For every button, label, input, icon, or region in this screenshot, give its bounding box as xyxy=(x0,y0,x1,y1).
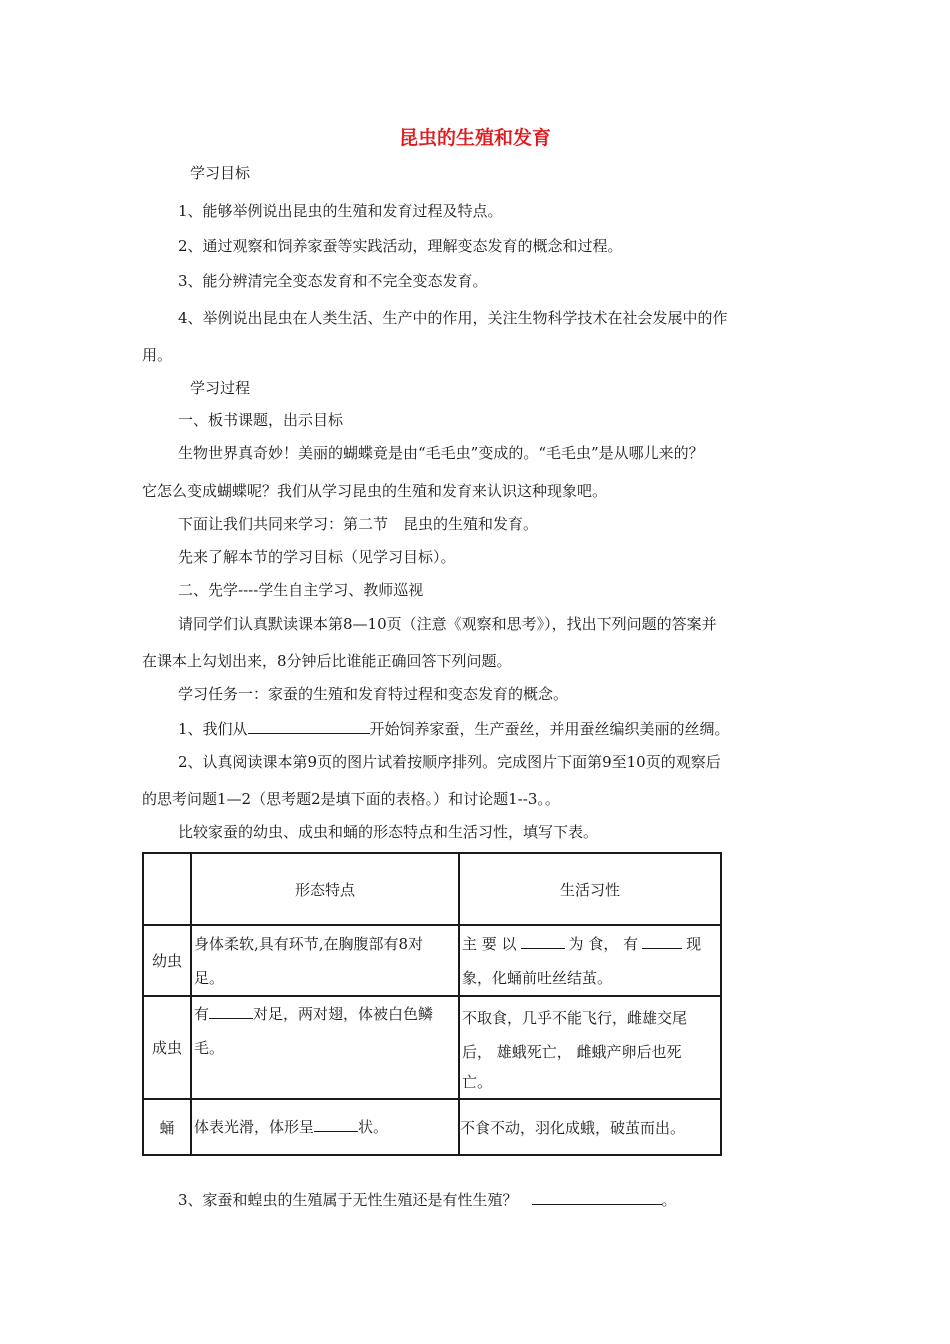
pupa-habits: 不食不动，羽化成蛾，破茧而出。 xyxy=(459,1099,721,1155)
larva-habits-text-a: 主 要 以 xyxy=(462,934,517,953)
question-2-line2: 的思考问题1—2（思考题2是填下面的表格。）和讨论题1--3。。 xyxy=(142,790,560,808)
larva-habits-line1 xyxy=(460,927,720,961)
adult-morphology-text-a: 有 xyxy=(194,1005,210,1023)
table-header-morphology: 形态特点 xyxy=(191,853,459,925)
adult-morphology xyxy=(191,996,459,1099)
pupa-morphology-line xyxy=(192,1110,458,1144)
intro-line2: 它怎么变成蝴蝶呢？我们从学习昆虫的生殖和发育来认识这种现象吧。 xyxy=(142,482,608,500)
larva-phenomenon-blank[interactable] xyxy=(642,933,682,949)
see-goals: 先来了解本节的学习目标（见学习目标）。 xyxy=(178,548,456,566)
table-row-pupa xyxy=(143,1099,721,1155)
table-row-larva xyxy=(143,925,721,996)
question-3-suffix: 。 xyxy=(661,1191,677,1209)
question-3-prefix: 3、家蚕和蝗虫的生殖属于无性生殖还是有性生殖？ xyxy=(178,1191,518,1209)
adult-morphology-line2: 毛。 xyxy=(194,1039,225,1057)
larva-morphology xyxy=(191,925,459,996)
goal-4-line2: 用。 xyxy=(142,346,173,364)
question-2-line1: 2、认真阅读课本第9页的图片试着按顺序排列。完成图片下面第9至10页的观察后 xyxy=(178,753,721,771)
question-1-blank[interactable] xyxy=(248,718,370,734)
learn-together: 下面让我们共同来学习：第二节 昆虫的生殖和发育。 xyxy=(178,515,539,533)
larva-morphology-line1: 身体柔软,具有环节,在胸腹部有8对 xyxy=(194,934,424,953)
larva-habits-line2: 象，化蛹前吐丝结茧。 xyxy=(462,968,613,987)
adult-morphology-text-b: 对足，两对翅，体被白色鳞 xyxy=(253,1005,434,1023)
larva-morphology-line2: 足。 xyxy=(194,968,225,987)
question-3 xyxy=(178,1189,677,1210)
pupa-morphology-text-b: 状。 xyxy=(358,1118,389,1136)
question-1 xyxy=(178,718,730,739)
document-title: 昆虫的生殖和发育 xyxy=(398,127,551,149)
pupa-morphology-text-a: 体表光滑，体形呈 xyxy=(194,1118,315,1136)
adult-label: 成虫 xyxy=(143,996,191,1099)
larva-habits-text-c: 现 xyxy=(686,934,702,953)
goal-2: 2、通过观察和饲养家蚕等实践活动，理解变态发育的概念和过程。 xyxy=(178,237,623,255)
pupa-shape-blank[interactable] xyxy=(314,1116,358,1132)
task-1: 学习任务一：家蚕的生殖和发育特过程和变态发育的概念。 xyxy=(178,685,569,703)
table-header-corner xyxy=(143,853,191,925)
reading-line1: 请同学们认真默读课本第8—10页（注意《观察和思考》），找出下列问题的答案并 xyxy=(178,615,717,633)
larva-habits-text-b: 为 食， 有 xyxy=(568,934,639,953)
goal-3: 3、能分辨清完全变态发育和不完全变态发育。 xyxy=(178,272,488,290)
adult-habits-line1: 不取食，几乎不能飞行，雌雄交尾 xyxy=(462,1008,688,1027)
larva-habits xyxy=(459,925,721,996)
adult-habits-line3: 亡。 xyxy=(462,1072,493,1091)
silkworm-comparison-table xyxy=(142,852,722,1156)
question-1-suffix: 开始饲养家蚕，生产蚕丝，并用蚕丝编织美丽的丝绸。 xyxy=(369,720,730,738)
adult-legs-blank[interactable] xyxy=(209,1003,253,1019)
step-2: 二、先学----学生自主学习、教师巡视 xyxy=(178,581,424,599)
goal-4-line1: 4、举例说出昆虫在人类生活、生产中的作用，关注生物科学技术在社会发展中的作 xyxy=(178,309,728,327)
adult-habits-line2: 后， 雄蛾死亡， 雌蛾产卵后也死 xyxy=(462,1042,682,1061)
larva-label: 幼虫 xyxy=(143,925,191,996)
question-1-prefix: 1、我们从 xyxy=(178,720,248,738)
goals-heading: 学习目标 xyxy=(190,164,251,182)
process-heading: 学习过程 xyxy=(190,379,251,397)
table-header-habits: 生活习性 xyxy=(459,853,721,925)
step-1: 一、板书课题，出示目标 xyxy=(178,411,344,429)
pupa-morphology xyxy=(191,1099,459,1155)
adult-morphology-line1 xyxy=(192,997,458,1031)
goal-1: 1、能够举例说出昆虫的生殖和发育过程及特点。 xyxy=(178,202,503,220)
table-row-adult xyxy=(143,996,721,1099)
reading-line2: 在课本上勾划出来，8分钟后比谁能正确回答下列问题。 xyxy=(142,652,512,670)
pupa-label: 蛹 xyxy=(143,1099,191,1155)
adult-habits xyxy=(459,996,721,1099)
compare-instruction: 比较家蚕的幼虫、成虫和蛹的形态特点和生活习性，填写下表。 xyxy=(178,823,599,841)
larva-food-blank[interactable] xyxy=(521,933,565,949)
intro-line1: 生物世界真奇妙！美丽的蝴蝶竟是由“毛毛虫”变成的。“毛毛虫”是从哪儿来的？ xyxy=(178,444,704,462)
question-3-blank[interactable] xyxy=(532,1189,662,1205)
table-header-row xyxy=(143,853,721,925)
